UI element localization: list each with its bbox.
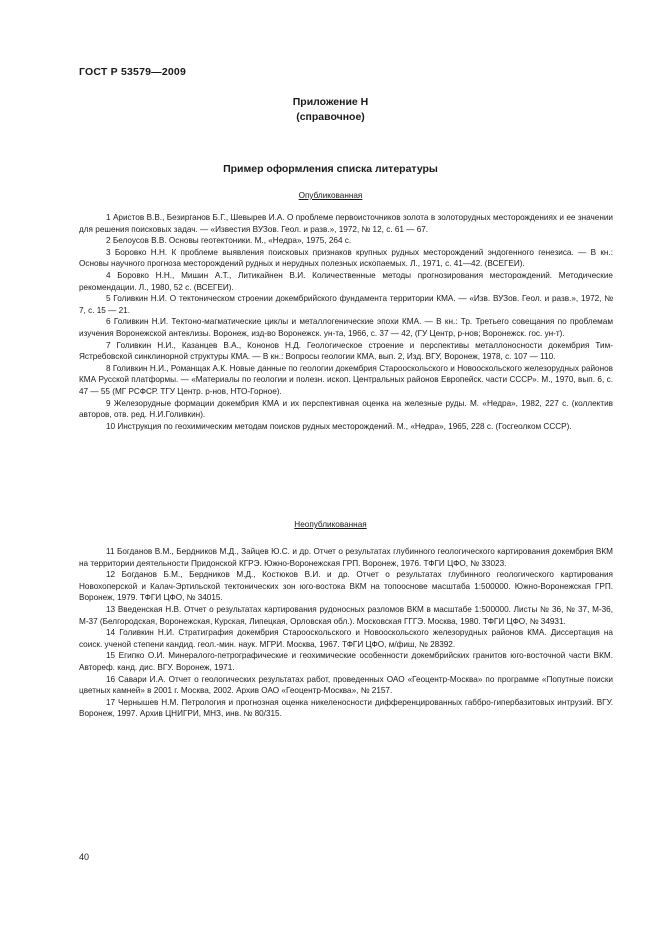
reference-item: 13 Введенская Н.В. Отчет о результатах картирования рудоносных разломов ВКМ в масштабе 1:500000. Листы № 36, № 37, М-36, М-37 (Белгородская, Воронежская, Курская, Липецкая, Орловская обл.). Московская ГГГЭ. Москва, 1980. ТФГИ ЦФО, № 34931.	[79, 604, 613, 626]
reference-item: 12 Богданов Б.М., Бердников М.Д., Костюков В.И. и др. Отчет о результатах глубинного геологического картирования Новохоперской и Калач-Эртильской тектонических зон юго-востока ВКМ на топооснове масштаба 1:500000. Южно-Воронежская ГРП. Воронеж, 1979. ТФГИ ЦФО, № 34015.	[79, 570, 613, 603]
reference-item: 8 Голивкин Н.И., Романщак А.К. Новые данные по геологии докембрия Старооскольского и Новооскольского железорудных районов КМА Русской платформы. — «Материалы по геологии и полезн. ископ. Центральных районов Европейск. части СССР». М., 1970, вып. 6, с. 47 — 55 (МГ РСФСР. ТГУ Центр. р-нов, НТО-Горное).	[79, 363, 613, 396]
appendix-title: Приложение Н	[292, 96, 369, 108]
page-number: 40	[79, 852, 90, 862]
reference-item: 11 Богданов В.М., Бердников М.Д., Зайцев Ю.С. и др. Отчет о результатах глубинного геологического картирования докембрия ВКМ на территории деятельности Придонской КГРЭ. Южно-Воронежская ГРП. Воронеж, 1976. ТФГИ ЦФО, № 33023.	[79, 547, 613, 568]
published-list	[79, 212, 613, 432]
reference-item: 10 Инструкция по геохимическим методам поисков рудных месторождений. М., «Недра», 1965, 228 с. (Госгеолком СССР).	[106, 421, 572, 431]
unpublished-heading: Неопубликованная	[294, 520, 367, 529]
reference-item: 5 Голивкин Н.И. О тектоническом строении докембрийского фундамента территории КМА. — «Изв. ВУЗов. Геол. и разв.», 1972, № 7, с. 15 — 21.	[79, 294, 613, 315]
reference-item: 3 Боровко Н.Н. К проблеме выявления поисковых признаков крупных рудных месторождений эндогенного генезиса. — В кн.: Основы научного прогноза месторождений рудных и нерудных полезных ископаемых. Л., 1971, с. 41—42. (ВСЕГЕИ).	[79, 247, 613, 269]
reference-item: 7 Голивкин Н.И., Казанцев В.А., Кононов Н.Д. Геологическое строение и перспективы металлоносности докембрия Тим-Ястребовской синклинорной структуры КМА. — В кн.: Вопросы геологии КМА, вып. 2, Изд. ВГУ, Воронеж, 1978, с. 107 — 110.	[79, 340, 613, 362]
reference-item: 17 Чернышев Н.М. Петрология и прогнозная оценка никеленосности дифференцированных габбро-гипербазитовых интрузий. ВГУ. Воронеж, 1997. Архив ЦНИГРИ, МНЗ, инв. № 80/315.	[79, 697, 613, 719]
reference-item: 1 Аристов В.В., Безирганов Б.Г., Шевырев И.А. О проблеме первоисточников золота в золоторудных месторождениях и ее значении для решения поисковых задач. — «Известия ВУЗов. Геол. и разв.», 1972, № 12, с. 61 — 67.	[79, 213, 613, 234]
bibliography-title: Пример оформления списка литературы	[223, 163, 438, 175]
reference-item: 16 Савари И.А. Отчет о геологических результатах работ, проведенных ОАО «Геоцентр-Москва» по программе «Попутные поиски цветных камней» в 2001 г. Москва, 2002. Архив ОАО «Геоцентр-Москва», № 2157.	[79, 674, 613, 696]
reference-item: 15 Египко О.И. Минералого-петрографические и геохимические особенности докембрийских гранитов юго-восточной части ВКМ. Автореф. канд. дис. ВГУ. Воронеж, 1971.	[79, 651, 613, 672]
reference-item: 9 Железорудные формации докембрия КМА и их перспективная оценка на железные руды. М. «Недра», 1982, 227 с. (коллектив авторов, отв. ред. Н.И.Голивкин).	[79, 398, 613, 420]
published-heading: Опубликованная	[298, 191, 363, 200]
unpublished-list	[79, 546, 613, 720]
reference-item: 6 Голивкин Н.И. Тектоно-магматические циклы и металлогенические эпохи КМА. — В кн.: Тр. Третьего совещания по проблемам изучения Воронежской антеклизы. Воронеж, изд-во Воронежск. ун-та, 1966, с. 37 — 42, (ГУ Центр, р-нов; Воронежск. гос. ун-т).	[79, 317, 613, 338]
standard-header: ГОСТ Р 53579—2009	[79, 66, 187, 78]
appendix-type: (справочное)	[296, 111, 365, 123]
reference-item: 14 Голивкин Н.И. Стратиграфия докембрия Старооскольского и Новооскольского железорудных районов КМА. Диссертация на соиск. ученой степени кандид. геол.-мин. наук. МГРИ. Москва, 1967. ТФГИ ЦФО, м/фиш, № 28392.	[79, 628, 613, 649]
reference-item: 4 Боровко Н.Н., Мишин А.Т., Литикайнен В.И. Количественные методы прогнозирования месторождений. Методические рекомендации. Л., 1980, 52 с. (ВСЕГЕИ).	[79, 270, 613, 292]
reference-item: 2 Белоусов В.В. Основы геотектоники. М., «Недра», 1975, 264 с.	[106, 236, 352, 246]
